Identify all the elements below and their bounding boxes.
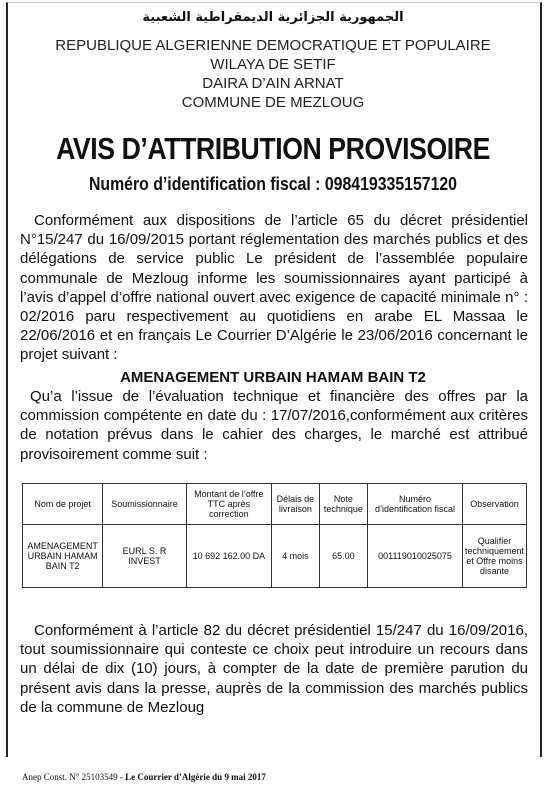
header-republic: REPUBLIQUE ALGERIENNE DEMOCRATIQUE ET POPULAIRE	[55, 37, 491, 54]
col-amount: Montant de l’offre TTC après correction	[186, 484, 271, 525]
col-delay: Délais de livraison	[272, 484, 320, 525]
footer-separator: -	[117, 772, 126, 782]
cell-project-name: AMENAGEMENT URBAIN HAMAM BAIN T2	[23, 525, 103, 588]
attribution-table	[22, 483, 527, 588]
header-commune: COMMUNE DE MEZLOUG	[181, 94, 365, 111]
fiscal-id: Numéro d’identification fiscal : 098419335157120	[88, 174, 458, 194]
footer-newspaper: Le Courrier d’Algérie du 9 mai 2017	[125, 772, 266, 782]
project-title: AMENAGEMENT URBAIN HAMAM BAIN T2	[120, 369, 426, 386]
header-wilaya: WILAYA DE SETIF	[210, 56, 336, 73]
col-fiscal-id: Numéro d’identification fiscal	[368, 484, 463, 525]
paragraph-appeal: Conformément à l’article 82 du décret présidentiel 15/247 du 16/09/2016, tout soumissionnaire qui conteste ce choix peut introduire un recours dans un délai de dix (10) jours, à compter de la date de première parution du présent avis dans la presse, auprès de la commission des marchés publics de la commune de Mezloug	[20, 622, 528, 716]
col-tech-score: Note technique	[319, 484, 367, 525]
header-daira: DAIRA D’AIN ARNAT	[202, 75, 344, 92]
cell-bidder: EURL S. R INVEST	[103, 525, 186, 588]
arabic-header: الجمهورية الجزائرية الديمقراطية الشعبية	[142, 10, 404, 25]
table-header-row	[23, 484, 527, 525]
notice-title: AVIS D’ATTRIBUTION PROVISOIRE	[56, 131, 490, 166]
paragraph-evaluation: Qu’a l’issue de l’évaluation technique et financière des offres par la commission compétente en date du : 17/07/2016,conformément aux critères de notation prévus dans le cahier des charges, le marché est attribué provisoirement comme suit :	[20, 388, 528, 463]
col-bidder: Soumissionnaire	[103, 484, 186, 525]
table-row	[23, 525, 527, 588]
cell-observation: Qualifier techniquement et Offre moins disante	[462, 525, 526, 588]
cell-delay: 4 mois	[272, 525, 320, 588]
footer-anep: Anep Const. N° 25103549	[22, 772, 118, 782]
footer	[22, 772, 266, 782]
cell-fiscal-id: 001119010025075	[368, 525, 463, 588]
col-observation: Observation	[462, 484, 526, 525]
cell-amount: 10 692 162.00 DA	[186, 525, 271, 588]
col-project-name: Nom de projet	[23, 484, 103, 525]
cell-tech-score: 65.00	[319, 525, 367, 588]
paragraph-intro: Conformément aux dispositions de l’article 65 du décret présidentiel N°15/247 du 16/09/2015 portant réglementation des marchés publics et des délégations de service public Le président de l’assemblée populaire communale de Mezloug informe les soumissionnaires ayant participé à l’avis d’appel d’offre national ouvert avec exigence de capacité minimale n° : 02/2016 paru respectivement au quotidiens en arabe EL Massaa le 22/06/2016 et en français Le Courrier D’Algérie le 23/06/2016 concernant le projet suivant :	[20, 212, 528, 364]
